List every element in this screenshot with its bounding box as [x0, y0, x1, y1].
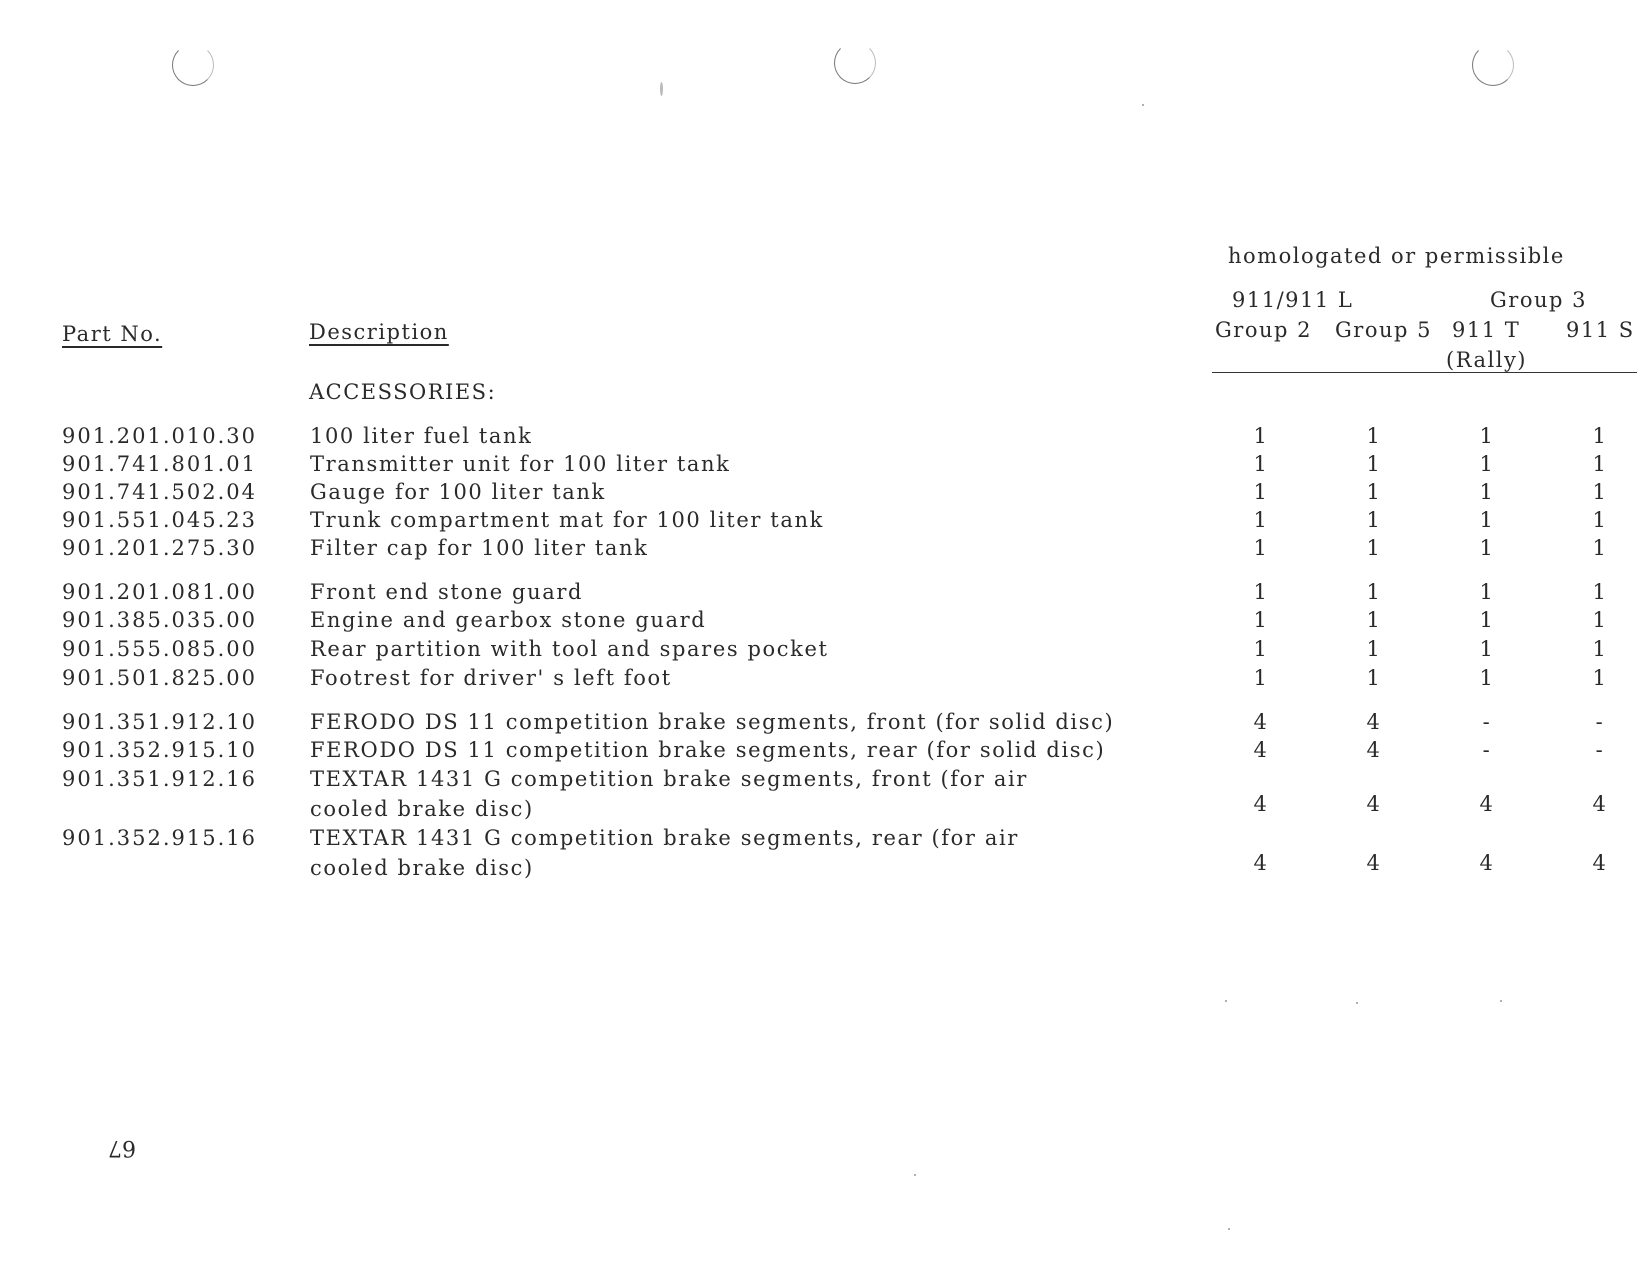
qty-911t: 1	[1479, 536, 1495, 560]
scan-speck	[1228, 1228, 1230, 1230]
table-row	[0, 424, 1650, 452]
scan-speck	[660, 82, 663, 96]
qty-911s: 1	[1592, 536, 1608, 560]
part-number: 901.551.045.23	[62, 508, 257, 532]
qty-911s: 1	[1592, 666, 1608, 690]
qty-group2: 4	[1253, 851, 1269, 875]
qty-group5: 1	[1366, 480, 1382, 504]
qty-group5: 1	[1366, 666, 1382, 690]
group3-heading: Group 3	[1490, 288, 1587, 312]
qty-911s: 1	[1592, 637, 1608, 661]
qty-group2: 1	[1253, 452, 1269, 476]
table-row	[0, 738, 1650, 766]
part-number: 901.555.085.00	[62, 637, 257, 661]
model-911t-heading: 911 T	[1452, 318, 1521, 342]
table-row	[0, 826, 1650, 886]
part-number: 901.741.801.01	[62, 452, 257, 476]
qty-group5: 4	[1366, 792, 1382, 816]
qty-911s: 1	[1592, 424, 1608, 448]
part-description: Transmitter unit for 100 liter tank	[310, 452, 731, 476]
table-row	[0, 608, 1650, 636]
table-row	[0, 580, 1650, 608]
qty-group2: 4	[1253, 710, 1269, 734]
qty-group5: 1	[1366, 536, 1382, 560]
part-number: 901.201.081.00	[62, 580, 257, 604]
qty-911t: -	[1482, 710, 1492, 734]
part-number: 901.351.912.10	[62, 710, 257, 734]
part-description-continued: cooled brake disc)	[310, 797, 534, 821]
qty-group5: 1	[1366, 608, 1382, 632]
homologated-heading: homologated or permissible	[1228, 244, 1565, 268]
qty-group2: 4	[1253, 738, 1269, 762]
qty-911s: 1	[1592, 580, 1608, 604]
part-description: Engine and gearbox stone guard	[310, 608, 707, 632]
scan-speck	[914, 1174, 916, 1176]
qty-911t: 1	[1479, 452, 1495, 476]
qty-911t: 1	[1479, 608, 1495, 632]
qty-group2: 1	[1253, 580, 1269, 604]
part-description: Trunk compartment mat for 100 liter tank	[310, 508, 824, 532]
model-911-911l-heading: 911/911 L	[1232, 288, 1354, 312]
binder-hole-center	[834, 42, 876, 84]
qty-911t: 1	[1479, 580, 1495, 604]
qty-group5: 1	[1366, 424, 1382, 448]
table-row	[0, 767, 1650, 827]
qty-911t: 1	[1479, 480, 1495, 504]
part-description: TEXTAR 1431 G competition brake segments, rear (for air	[310, 826, 1019, 850]
part-description: Front end stone guard	[310, 580, 584, 604]
scan-speck	[1500, 1000, 1502, 1002]
qty-group5: 1	[1366, 637, 1382, 661]
qty-911s: 4	[1592, 792, 1608, 816]
qty-911t: 4	[1479, 851, 1495, 875]
part-number: 901.501.825.00	[62, 666, 257, 690]
part-number: 901.352.915.10	[62, 738, 257, 762]
rally-heading: (Rally)	[1446, 348, 1527, 372]
qty-group2: 1	[1253, 666, 1269, 690]
scan-speck	[1356, 1002, 1358, 1004]
part-description: FERODO DS 11 competition brake segments, front (for solid disc)	[310, 710, 1115, 734]
qty-group2: 1	[1253, 508, 1269, 532]
part-description: FERODO DS 11 competition brake segments, rear (for solid disc)	[310, 738, 1106, 762]
group5-heading: Group 5	[1335, 318, 1432, 342]
qty-911s: 1	[1592, 608, 1608, 632]
scan-speck	[1142, 104, 1144, 106]
scan-speck	[1225, 1000, 1227, 1002]
table-row	[0, 536, 1650, 564]
qty-group5: 4	[1366, 851, 1382, 875]
qty-group5: 4	[1366, 738, 1382, 762]
qty-group5: 1	[1366, 508, 1382, 532]
table-row	[0, 452, 1650, 480]
part-description: Filter cap for 100 liter tank	[310, 536, 649, 560]
qty-group2: 1	[1253, 637, 1269, 661]
qty-group5: 1	[1366, 580, 1382, 604]
table-row	[0, 637, 1650, 665]
part-number: 901.201.275.30	[62, 536, 257, 560]
qty-group2: 1	[1253, 536, 1269, 560]
qty-911t: 1	[1479, 666, 1495, 690]
part-description: TEXTAR 1431 G competition brake segments, front (for air	[310, 767, 1028, 791]
part-description-continued: cooled brake disc)	[310, 856, 534, 880]
part-description: Footrest for driver' s left foot	[310, 666, 672, 690]
table-row	[0, 480, 1650, 508]
binder-hole-left	[172, 44, 214, 86]
binder-hole-right	[1472, 44, 1514, 86]
part-description: Gauge for 100 liter tank	[310, 480, 606, 504]
part-number: 901.352.915.16	[62, 826, 257, 850]
qty-911t: 1	[1479, 637, 1495, 661]
qty-group2: 1	[1253, 480, 1269, 504]
qty-911s: 1	[1592, 508, 1608, 532]
part-number: 901.385.035.00	[62, 608, 257, 632]
qty-911s: 4	[1592, 851, 1608, 875]
table-row	[0, 508, 1650, 536]
table-row	[0, 666, 1650, 694]
header-rule	[1212, 372, 1637, 373]
qty-911t: 1	[1479, 424, 1495, 448]
qty-911s: 1	[1592, 480, 1608, 504]
qty-group5: 4	[1366, 710, 1382, 734]
part-description: 100 liter fuel tank	[310, 424, 533, 448]
part-number: 901.201.010.30	[62, 424, 257, 448]
description-heading: Description	[309, 320, 449, 344]
qty-911s: -	[1595, 738, 1605, 762]
qty-group2: 1	[1253, 608, 1269, 632]
qty-911t: -	[1482, 738, 1492, 762]
qty-911t: 4	[1479, 792, 1495, 816]
part-description: Rear partition with tool and spares pocket	[310, 637, 829, 661]
page-number: 67	[108, 1135, 136, 1160]
qty-group5: 1	[1366, 452, 1382, 476]
qty-group2: 4	[1253, 792, 1269, 816]
qty-911t: 1	[1479, 508, 1495, 532]
table-row	[0, 710, 1650, 738]
qty-911s: -	[1595, 710, 1605, 734]
part-no-heading: Part No.	[62, 322, 163, 346]
qty-911s: 1	[1592, 452, 1608, 476]
section-title: ACCESSORIES:	[309, 380, 497, 404]
part-number: 901.351.912.16	[62, 767, 257, 791]
model-911s-heading: 911 S	[1566, 318, 1635, 342]
part-number: 901.741.502.04	[62, 480, 257, 504]
group2-heading: Group 2	[1215, 318, 1312, 342]
qty-group2: 1	[1253, 424, 1269, 448]
